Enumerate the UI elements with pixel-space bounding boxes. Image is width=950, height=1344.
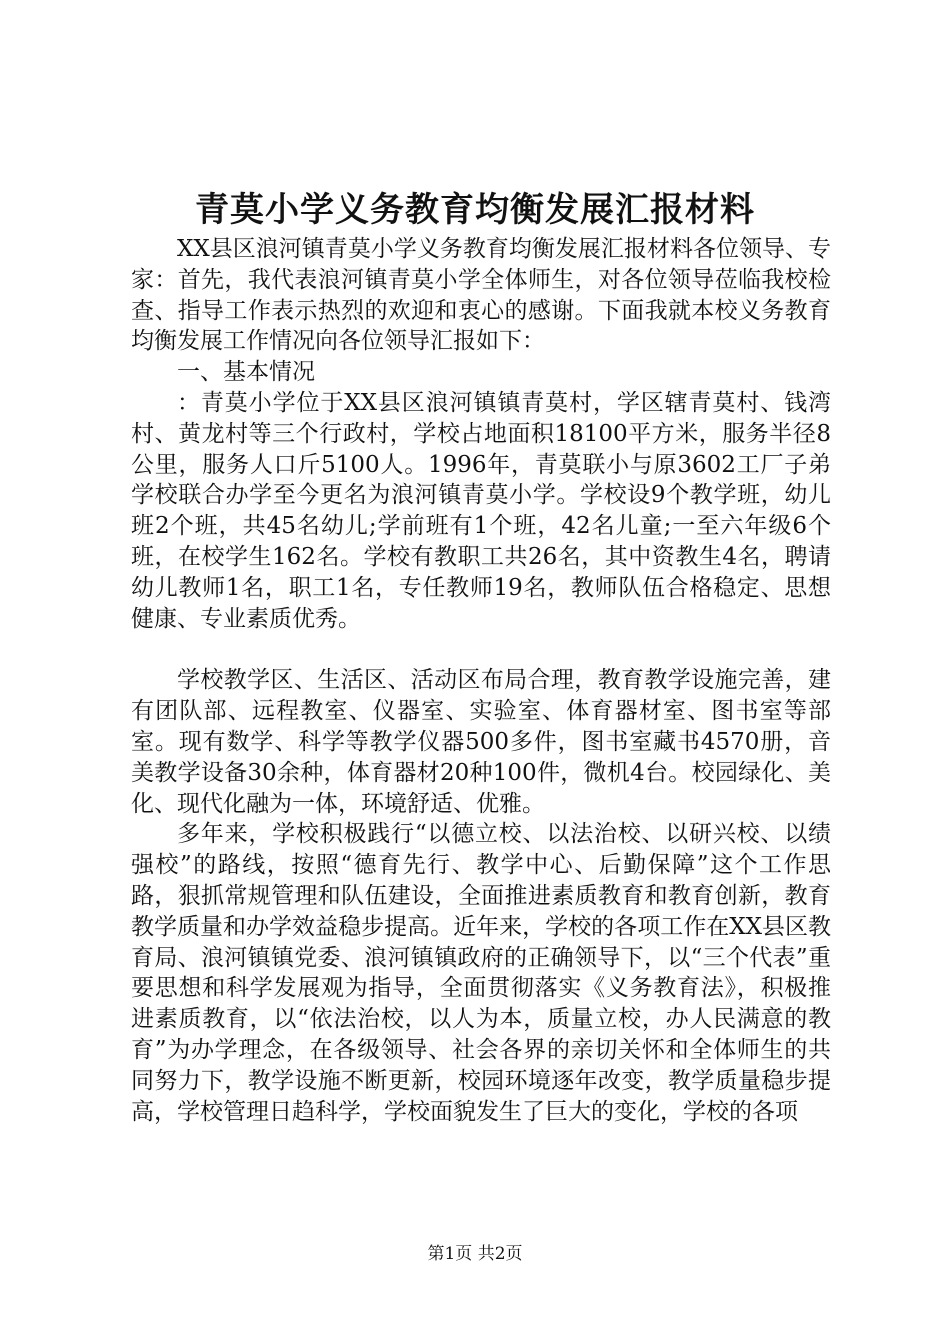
paragraph-achievements: 多年来，学校积极践行“以德立校、以法治校、以研兴校、以绩强校”的路线，按照“德育先行、教学中心、后勤保障”这个工作思路，狠抓常规管理和队伍建设，全面推进素质教育和教育创新，教育教学质量和办学效益稳步提高。近年来，学校的各项工作在XX县区教育局、浪河镇镇党委、浪河镇镇政府的正确领导下，以“三个代表”重要思想和科学发展观为指导，全面贯彻落实《义务教育法》，积极推进素质教育，以“依法治校，以人为本，质量立校，办人民满意的教育”为办学理念，在各级领导、社会各界的亲切关怀和全体师生的共同努力下，教学设施不断更新，校园环境逐年改变，教学质量稳步提高，学校管理日趋科学，学校面貌发生了巨大的变化，学校的各项 <box>131 821 831 1125</box>
page-number-footer: 第1页 共2页 <box>427 1244 523 1264</box>
paragraph-intro: XX县区浪河镇青莫小学义务教育均衡发展汇报材料各位领导、专家：首先，我代表浪河镇青莫小学全体师生，对各位领导莅临我校检查、指导工作表示热烈的欢迎和衷心的感谢。下面我就本校义务教育均衡发展工作情况向各位领导汇报如下： <box>131 236 831 355</box>
document-body <box>131 234 831 1127</box>
paragraph-basic-info: ：青莫小学位于XX县区浪河镇镇青莫村，学区辖青莫村、钱湾村、黄龙村等三个行政村，学校占地面积18100平方米，服务半径8公里，服务人口斤5100人。1996年，青莫联小与原3602工厂子弟学校联合办学至今更名为浪河镇青莫小学。学校设9个教学班，幼儿班2个班，共45名幼儿;学前班有1个班，42名儿童;一至六年级6个班，在校学生162名。学校有教职工共26名，其中资教生4名，聘请幼儿教师1名，职工1名，专任教师19名，教师队伍合格稳定、思想健康、专业素质优秀。 <box>131 389 831 632</box>
paragraph-facilities: 学校教学区、生活区、活动区布局合理，教育教学设施完善，建有团队部、远程教室、仪器室、实验室、体育器材室、图书室等部室。现有数学、科学等教学仪器500多件，图书室藏书4570册，音美教学设备30余种，体育器材20种100件，微机4台。校园绿化、美化、现代化融为一体，环境舒适、优雅。 <box>131 667 831 817</box>
section-heading-basic-info: 一、基本情况 <box>177 359 315 386</box>
document-title: 青莫小学义务教育均衡发展汇报材料 <box>195 190 755 230</box>
